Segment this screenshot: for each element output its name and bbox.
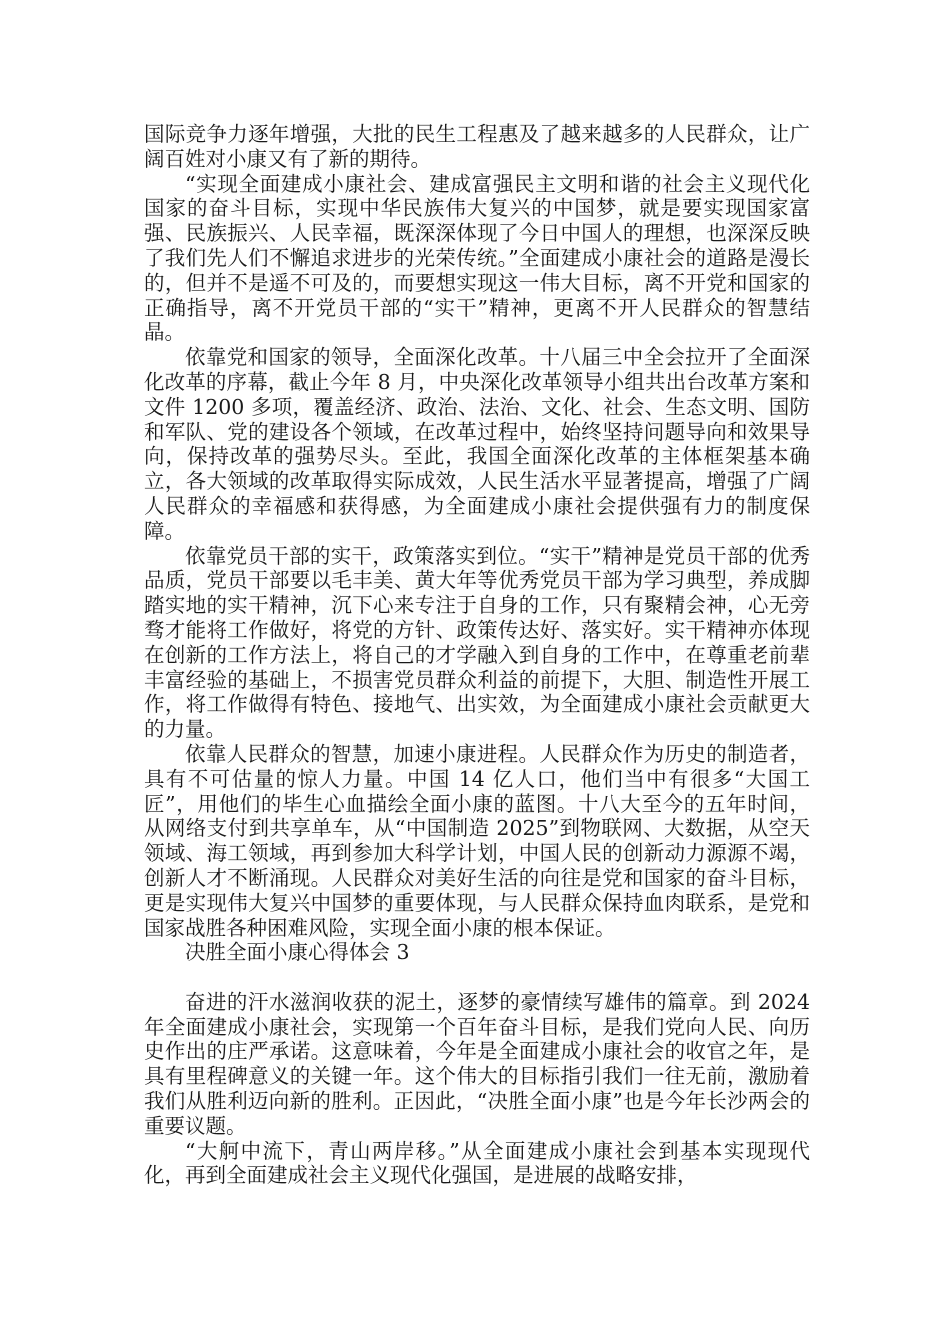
paragraph-4: 依靠党员干部的实干，政策落实到位。“实干”精神是党员干部的优秀品质，党员干部要以毛丰美、黄大年等优秀党员干部为学习典型，养成脚踏实地的实干精神，沉下心来专注于自身的工作，只有聚精会神，心无旁骛才能将工作做好，将党的方针、政策传达好、落实好。实干精神亦体现在创新的工作方法上，将自己的才学融入到自身的工作中，在尊重老前辈丰富经验的基础上，不损害党员群众利益的前提下，大胆、制造性开展工作，将工作做得有特色、接地气、出实效，为全面建成小康社会贡献更大的力量。	[144, 543, 810, 742]
paragraph-5: 依靠人民群众的智慧，加速小康进程。人民群众作为历史的制造者，具有不可估量的惊人力量。中国 14 亿人口，他们当中有很多“大国工匠”，用他们的毕生心血描绘全面小康的蓝图。十八大至今的五年时间，从网络支付到共享单车，从“中国制造 2025”到物联网、大数据，从空天领域、海工领域，再到参加大科学计划，中国人民的创新动力源源不竭，创新人才不断涌现。人民群众对美好生活的向往是党和国家的奋斗目标，更是实现伟大复兴中国梦的重要体现，与人民群众保持血肉联系，是党和国家战胜各种困难风险，实现全面小康的根本保证。	[144, 741, 810, 940]
blank-line	[144, 965, 810, 990]
section-title: 决胜全面小康心得体会 3	[185, 940, 410, 965]
paragraph-1: 国际竞争力逐年增强，大批的民生工程惠及了越来越多的人民群众，让广阔百姓对小康又有了新的期待。	[144, 122, 810, 171]
paragraph-6: 奋进的汗水滋润收获的泥土，逐梦的豪情续写雄伟的篇章。到 2024 年全面建成小康社会，实现第一个百年奋斗目标，是我们党向人民、向历史作出的庄严承诺。这意味着，今年是全面建成小康社会的收官之年，是具有里程碑意义的关键一年。这个伟大的目标指引我们一往无前，激励着我们从胜利迈向新的胜利。正因此，“决胜全面小康”也是今年长沙两会的重要议题。	[144, 989, 810, 1138]
paragraph-2: “实现全面建成小康社会、建成富强民主文明和谐的社会主义现代化国家的奋斗目标，实现中华民族伟大复兴的中国梦，就是要实现国家富强、民族振兴、人民幸福，既深深体现了今日中国人的理想，也深深反映了我们先人们不懈追求进步的光荣传统。”全面建成小康社会的道路是漫长的，但并不是遥不可及的，而要想实现这一伟大目标，离不开党和国家的正确指导，离不开党员干部的“实干”精神，更离不开人民群众的智慧结晶。	[144, 171, 810, 345]
paragraph-7: “大舸中流下，青山两岸移。”从全面建成小康社会到基本实现现代化，再到全面建成社会主义现代化强国，是进展的战略安排，	[144, 1138, 810, 1188]
paragraph-3: 依靠党和国家的领导，全面深化改革。十八届三中全会拉开了全面深化改革的序幕，截止今年 8 月，中央深化改革领导小组共出台改革方案和文件 1200 多项，覆盖经济、政治、法治、文化、社会、生态文明、国防和军队、党的建设各个领域，在改革过程中，始终坚持问题导向和效果导向，保持改革的强势尽头。至此，我国全面深化改革的主体框架基本确立，各大领域的改革取得实际成效，人民生活水平显著提高，增强了广阔人民群众的幸福感和获得感，为全面建成小康社会提供强有力的制度保障。	[144, 345, 810, 543]
document-body	[144, 122, 810, 1188]
